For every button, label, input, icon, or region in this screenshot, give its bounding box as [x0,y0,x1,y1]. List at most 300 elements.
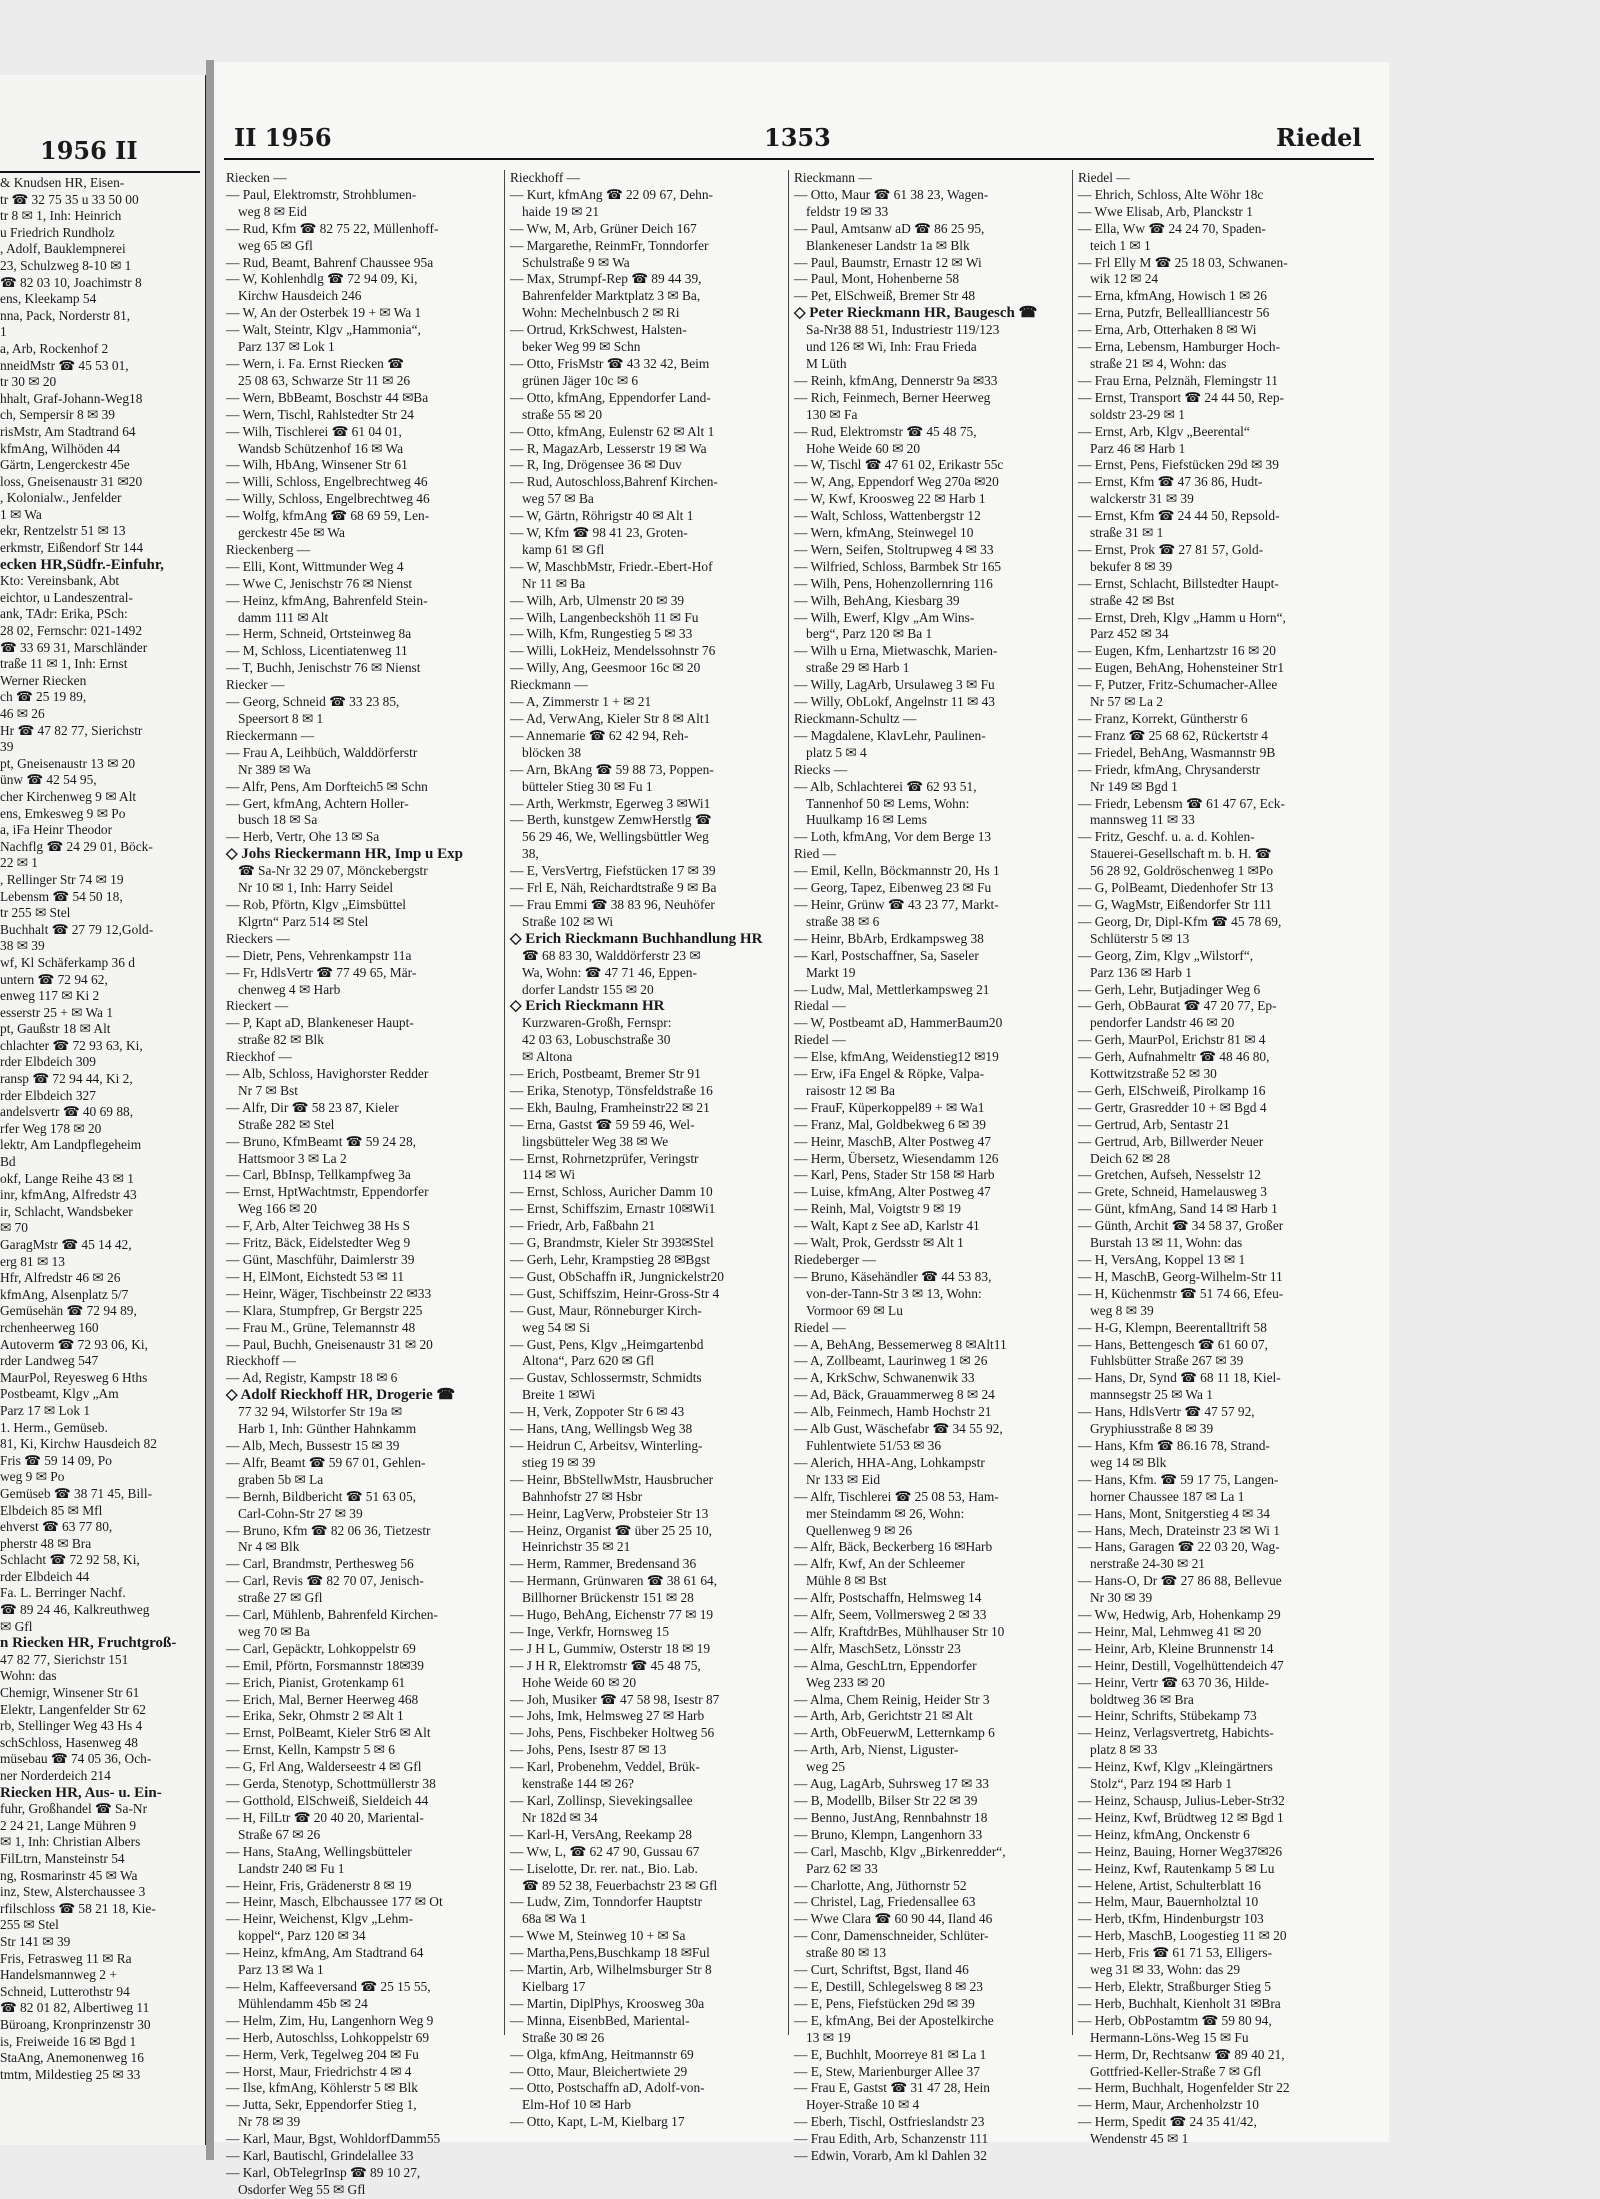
directory-entry-line: — Inge, Verkfr, Hornsweg 15 [510,1623,670,1639]
left-entry-line: & Knudsen HR, Eisen- [0,175,125,190]
left-entry-line: ank, TAdr: Erika, PSch: [0,606,128,622]
directory-entry-line: — Heinr, Fris, Grädenerstr 8 ✉ 19 [226,1877,412,1893]
directory-entry-line: horner Chaussee 187 ✉ La 1 [1090,1488,1245,1504]
directory-entry-line: — Wwe Elisab, Arb, Planckstr 1 [1078,203,1253,219]
left-entry-line: 23, Schulzweg 8-10 ✉ 1 [0,257,132,273]
running-head-name: Riedel [1276,122,1362,152]
directory-entry-line: Riedal — [794,998,846,1014]
directory-entry-line: — B, Modellb, Bilser Str 22 ✉ 39 [794,1793,978,1808]
directory-entry-line: — Elli, Kont, Wittmunder Weg 4 [226,558,404,574]
left-entry-line: Kto: Vereinsbank, Abt [0,573,120,589]
directory-entry-line: — Gotthold, ElSchweiß, Sieldeich 44 [226,1793,429,1808]
directory-entry-line: straße 38 ✉ 6 [806,913,880,929]
directory-entry-line: — Grete, Schneid, Hamelausweg 3 [1078,1184,1267,1200]
directory-entry-line: — P, Kapt aD, Blankeneser Haupt- [226,1015,414,1031]
left-entry-line: , Adolf, Bauklempnerei [0,241,126,257]
directory-entry-line: Burstah 13 ✉ 11, Wohn: das [1090,1235,1243,1251]
directory-entry-line: — W, An der Osterbek 19 + ✉ Wa 1 [226,305,422,321]
left-entry-line: tr 8 ✉ 1, Inh: Heinrich [0,208,122,224]
left-entry-line: esserstr 25 + ✉ Wa 1 [0,1004,114,1020]
left-entry-line: ehverst ☎ 63 77 80, [0,1519,113,1535]
directory-entry-line: Nr 30 ✉ 39 [1090,1590,1153,1606]
left-entry-line: untern ☎ 72 94 62, [0,971,108,987]
left-entry-line: ✉ 70 [0,1220,28,1236]
left-entry-line: 255 ✉ Stel [0,1917,59,1933]
left-entry-line: kfmAng, Wilhöden 44 [0,440,121,456]
directory-entry-line: — Heinr, LagVerw, Probsteier Str 13 [510,1505,709,1521]
directory-entry-line: — Hans, StaAng, Wellingsbütteler [226,1843,412,1859]
directory-entry-line: — Bernh, Bildbericht ☎ 51 63 05, [226,1488,416,1504]
directory-entry-line: — Heinz, Schausp, Julius-Leber-Str32 [1078,1793,1285,1808]
directory-entry-line: — W, Gärtn, Röhrigstr 40 ✉ Alt 1 [510,508,694,524]
directory-entry-line: — Ernst, Schloss, Auricher Damm 10 [510,1184,713,1200]
directory-entry-line: — Günt, Maschführ, Daimlerstr 39 [226,1252,415,1267]
directory-entry-line: — Ernst, Schlacht, Billstedter Haupt- [1078,575,1279,591]
column-divider [504,170,505,2035]
left-page-column [0,175,205,2135]
directory-entry-line: — Herm, Dr, Rechtsanw ☎ 89 40 21, [1078,2046,1285,2062]
directory-entry-line: mannsegstr 25 ✉ Wa 1 [1090,1387,1213,1403]
directory-entry-line: boldtweg 36 ✉ Bra [1090,1691,1194,1707]
directory-entry-line: — H, ElMont, Eichstedt 53 ✉ 11 [226,1268,405,1284]
directory-entry-line: — Martin, DiplPhys, Kroosweg 30a [510,1995,705,2011]
column-divider [788,170,789,2035]
left-entry-line: Elbdeich 85 ✉ Mfl [0,1502,103,1518]
left-entry-line: is, Freiweide 16 ✉ Bgd 1 [0,2033,137,2049]
directory-entry-line: — Eugen, Kfm, Lenhartzstr 16 ✉ 20 [1078,643,1276,659]
directory-entry-line: Heinrichstr 35 ✉ 21 [522,1539,631,1555]
directory-entry-line: — Carl, BbInsp, Tellkampfweg 3a [226,1167,411,1183]
directory-entry-line: platz 8 ✉ 33 [1090,1742,1158,1758]
directory-entry-line: — Willi, Schloss, Engelbrechtweg 46 [226,474,428,490]
directory-entry-line: — Gust, ObSchaffn iR, Jungnickelstr20 [510,1268,724,1284]
left-entry-line: u Friedrich Rundholz [0,224,115,240]
directory-entry-line: — Hans, Dr, Synd ☎ 68 11 18, Kiel- [1078,1370,1281,1386]
left-entry-line: ☎ 82 03 10, Joachimstr 8 [0,274,142,290]
directory-entry-line: — Helm, Kaffeeversand ☎ 25 15 55, [226,1978,431,1994]
directory-entry-line: — Alfr, Seem, Vollmersweg 2 ✉ 33 [794,1607,987,1623]
directory-entry-line: — Herb, Vertr, Ohe 13 ✉ Sa [226,829,380,845]
left-entry-line: Werner Riecken [0,672,87,688]
directory-entry-line: — Otto, Maur, Bleichertwiete 29 [510,2063,688,2079]
directory-entry-line: Breite 1 ✉Wi [522,1387,596,1403]
directory-entry-line: Rieckmann — [794,170,872,185]
directory-entry-line: — Carl, Mühlenb, Bahrenfeld Kirchen- [226,1607,438,1623]
directory-entry-line: — Heinr, Grünw ☎ 43 23 77, Markt- [794,896,999,912]
directory-entry-line: — Johs, Pens, Isestr 87 ✉ 13 [510,1742,667,1758]
directory-entry-line: — Willy, Schloss, Engelbrechtweg 46 [226,491,430,507]
directory-entry-line: 42 03 63, Lobuschstraße 30 [522,1032,671,1048]
left-entry-line: Lebensm ☎ 54 50 18, [0,888,123,904]
directory-entry-line: — Erna, Lebensm, Hamburger Hoch- [1078,339,1281,355]
directory-entry-line: — Martha,Pens,Buschkamp 18 ✉Ful [510,1945,710,1961]
directory-entry-line: — W, MaschbMstr, Friedr.-Ebert-Hof [510,558,713,574]
directory-entry-line: — Alfr, Postschaffn, Helmsweg 14 [794,1590,982,1606]
directory-entry-line: — Otto, FrisMstr ☎ 43 32 42, Beim [510,355,710,371]
directory-entry-line: — Wolfg, kfmAng ☎ 68 69 59, Len- [226,508,430,524]
directory-entry-line: — Georg, Zim, Klgv „Wilstorf“, [1078,947,1254,963]
directory-entry-line: straße 80 ✉ 13 [806,1945,887,1961]
directory-entry-line: weg 31 ✉ 33, Wohn: das 29 [1090,1962,1241,1978]
directory-entry-line: — Frau Erna, Pelznäh, Flemingstr 11 [1078,372,1278,388]
directory-entry-line: — Karl, Zollinsp, Sievekingsallee [510,1793,693,1808]
directory-entry-line: — Alma, Chem Reinig, Heider Str 3 [794,1691,990,1707]
directory-entry-line: grünen Jäger 10c ✉ 6 [522,372,639,388]
directory-entry-line: — Friedr, Arb, Faßbahn 21 [510,1218,656,1234]
directory-entry-line: Hermann-Löns-Weg 15 ✉ Fu [1090,2029,1249,2045]
left-entry-line: ens, Kleekamp 54 [0,291,97,307]
directory-entry-line: — Alb, Schloss, Havighorster Redder [226,1066,429,1082]
directory-entry-line: — F, Arb, Alter Teichweg 38 Hs S [226,1218,411,1234]
directory-entry-line: straße 29 ✉ Harb 1 [806,660,910,676]
directory-entry-line: Hoyer-Straße 10 ✉ 4 [806,2097,920,2113]
left-entry-line: rb, Stellinger Weg 43 Hs 4 [0,1718,143,1734]
directory-entry-line: beker Weg 99 ✉ Schn [522,339,641,355]
directory-entry-line: — G, Frl Ang, Walderseestr 4 ✉ Gfl [226,1759,422,1775]
left-entry-line: chlachter ☎ 72 93 63, Ki, [0,1037,143,1053]
directory-entry-line: — Karl, Probenehm, Veddel, Brük- [510,1759,700,1775]
directory-entry-line: Markt 19 [806,964,856,980]
directory-entry-line: — R, MagazArb, Lesserstr 19 ✉ Wa [510,440,707,456]
directory-entry-line: — Karl-H, VersAng, Reekamp 28 [510,1826,692,1842]
directory-entry-line: Kurzwaren-Großh, Fernspr: [522,1015,672,1031]
directory-entry-line: Rieckert — [226,998,289,1014]
left-entry-line: andelsvertr ☎ 40 69 88, [0,1104,134,1120]
directory-entry-line: — Herm, Verk, Tegelweg 204 ✉ Fu [226,2046,419,2062]
directory-entry-line: kamp 61 ✉ Gfl [522,541,605,557]
directory-entry-line: — Georg, Schneid ☎ 33 23 85, [226,694,400,710]
directory-entry-line: — Karl, Maur, Bgst, WohldorfDamm55 [226,2131,441,2147]
directory-entry-line: — Heinz, kfmAng, Bahrenfeld Stein- [226,592,428,608]
directory-entry-line: — E, Pens, Fiefstücken 29d ✉ 39 [794,1995,975,2011]
directory-entry-line: — Arth, Werkmstr, Egerweg 3 ✉Wi1 [510,795,711,811]
directory-entry-line: — Heinr, Destill, Vogelhüttendeich 47 [1078,1657,1284,1673]
directory-entry-line: — Karl, Bautischl, Grindelallee 33 [226,2148,414,2164]
directory-entry-line: Harb 1, Inh: Günther Hahnkamm [238,1421,417,1437]
left-entry-line: GaragMstr ☎ 45 14 42, [0,1237,132,1252]
directory-entry-line: — Herm, Übersetz, Wiesendamm 126 [794,1150,999,1166]
left-entry-line: ner Norderdeich 214 [0,1768,111,1783]
left-entry-line: tr ☎ 32 75 35 u 33 50 00 [0,191,139,207]
directory-entry-line: — Gerh, Lehr, Butjadinger Weg 6 [1078,981,1261,997]
left-entry-line: fuhr, Großhandel ☎ Sa-Nr [0,1801,148,1817]
directory-entry-line: — Ernst, Dreh, Klgv „Hamm u Horn“, [1078,609,1286,625]
directory-column-2 [510,170,782,2130]
directory-entry-line: — Luise, kfmAng, Alter Postweg 47 [794,1184,991,1200]
directory-entry-line: — Heinz, Verlagsvertretg, Habichts- [1078,1725,1274,1741]
directory-entry-line: straße 55 ✉ 20 [522,406,603,422]
directory-entry-line: Straße 30 ✉ 26 [522,2029,605,2045]
directory-entry-line: — Hans, Mont, Snitgerstieg 4 ✉ 34 [1078,1505,1270,1521]
left-entry-line: lektr, Am Landpflegeheim [0,1137,142,1153]
directory-entry-line: Bahnhofstr 27 ✉ Hsbr [522,1488,643,1504]
directory-entry-line: — Hans, tAng, Wellingsb Weg 38 [510,1421,693,1437]
directory-entry-line: — Ernst, Schiffszim, Ernastr 10✉Wi1 [510,1201,716,1217]
left-entry-line: Autoverm ☎ 72 93 06, Ki, [0,1336,148,1352]
directory-entry-line: Landstr 240 ✉ Fu 1 [238,1860,345,1876]
left-entry-line: ☎ 89 24 46, Kalkreuthweg [0,1602,150,1618]
directory-entry-line: — Hugo, BehAng, Eichenstr 77 ✉ 19 [510,1607,714,1623]
left-entry-line: 22 ✉ 1 [0,855,39,871]
directory-entry-line: Riecken — [226,170,287,185]
directory-entry-line: — H, Küchenmstr ☎ 51 74 66, Efeu- [1078,1285,1284,1301]
left-entry-line: tmtm, Mildestieg 25 ✉ 33 [0,2066,141,2082]
directory-entry-line: Bahrenfelder Marktplatz 3 ✉ Ba, [522,288,701,304]
directory-entry-line: — FrauF, Küperkoppel89 + ✉ Wa1 [794,1099,985,1115]
left-entry-line: inr, kfmAng, Alfredstr 43 [0,1187,137,1203]
directory-entry-line: weg 57 ✉ Ba [522,491,594,507]
directory-entry-line: — Gertrud, Arb, Billwerder Neuer [1078,1133,1264,1149]
left-entry-line: weg 9 ✉ Po [0,1469,65,1485]
directory-entry-line: — Frau E, Gastst ☎ 31 47 28, Hein [794,2080,990,2096]
directory-entry-line: — Paul, Mont, Hohenberne 58 [794,271,960,287]
directory-entry-line: Parz 13 ✉ Wa 1 [238,1962,324,1978]
directory-entry-line: koppel“, Parz 120 ✉ 34 [238,1928,366,1944]
directory-entry-line: — Gertrud, Arb, Sentastr 21 [1078,1116,1230,1132]
directory-entry-line: — Bruno, Kfm ☎ 82 06 36, Tietzestr [226,1522,431,1538]
directory-entry-line: — Alfr, Kwf, An der Schleemer [794,1556,965,1572]
directory-entry-line: — Paul, Amtsanw aD ☎ 86 25 95, [794,220,985,236]
directory-entry-line: — Wilh, Pens, Hohenzollernring 116 [794,575,993,591]
directory-entry-line: — Magdalene, KlavLehr, Paulinen- [794,727,986,743]
left-page-header: 1956 II [40,135,138,165]
directory-entry-line: — Herb, tKfm, Hindenburgstr 103 [1078,1911,1264,1927]
directory-entry-line: Rieckenberg — [226,541,311,557]
directory-entry-line: — Franz, Mal, Goldbekweg 6 ✉ 39 [794,1116,986,1132]
left-entry-line: pt, Gaußstr 18 ✉ Alt [0,1021,111,1037]
directory-entry-line: Wohn: Mechelnbusch 2 ✉ Ri [522,305,680,321]
directory-entry-line: — Ernst, Prok ☎ 27 81 57, Gold- [1078,541,1264,557]
left-entry-line: ng, Rosmarinstr 45 ✉ Wa [0,1867,138,1883]
directory-entry-line: Fuhlentwiete 51/53 ✉ 36 [806,1437,942,1453]
left-entry-line: ch, Sempersir 8 ✉ 39 [0,407,115,423]
directory-entry-line: — Wern, kfmAng, Steinwegel 10 [794,525,974,541]
directory-entry-line: Wa, Wohn: ☎ 47 71 46, Eppen- [522,964,697,980]
directory-entry-line: berg“, Parz 120 ✉ Ba 1 [806,626,933,642]
directory-entry-line: — Christel, Lag, Friedensallee 63 [794,1894,976,1910]
left-entry-line: pt, Gneisenaustr 13 ✉ 20 [0,755,136,771]
directory-entry-line: — Wern, Tischl, Rahlstedter Str 24 [226,406,415,422]
directory-entry-line: ◇ Adolf Rieckhoff HR, Drogerie ☎ [226,1387,456,1404]
directory-entry-line: Straße 282 ✉ Stel [238,1116,335,1132]
directory-entry-line: ◇ Johs Rieckermann HR, Imp u Exp [226,846,463,863]
directory-entry-line: Deich 62 ✉ 28 [1090,1150,1171,1166]
directory-entry-line: — W, Kfm ☎ 98 41 23, Groten- [510,525,688,541]
directory-entry-line: Parz 62 ✉ 33 [806,1860,878,1876]
left-entry-line: 28 02, Fernschr: 021-1492 [0,623,143,639]
directory-entry-line: Nr 182d ✉ 34 [522,1809,598,1825]
directory-entry-line: busch 18 ✉ Sa [238,812,318,828]
left-entry-line: inz, Stew, Alsterchaussee 3 [0,1884,146,1900]
directory-entry-line: — Ernst, PolBeamt, Kieler Str6 ✉ Alt [226,1725,431,1741]
directory-entry-line: — Günt, kfmAng, Sand 14 ✉ Harb 1 [1078,1201,1278,1217]
directory-entry-line: — Dietr, Pens, Vehrenkampstr 11a [226,947,412,963]
directory-entry-line: — Arn, BkAng ☎ 59 88 73, Poppen- [510,761,714,777]
directory-entry-line: walckerstr 31 ✉ 39 [1090,491,1194,507]
directory-entry-line: Kirchw Hausdeich 246 [238,288,362,304]
directory-entry-line: Nr 133 ✉ Eid [806,1471,881,1487]
left-entry-line: 46 ✉ 26 [0,706,45,721]
directory-entry-line: — Alb Gust, Wäschefabr ☎ 34 55 92, [794,1421,1003,1437]
directory-entry-line: Carl-Cohn-Str 27 ✉ 39 [238,1505,363,1521]
directory-entry-line: — Rud, Autoschloss,Bahrenf Kirchen- [510,474,718,490]
directory-entry-line: — Walt, Kapt z See aD, Karlstr 41 [794,1218,980,1234]
directory-entry-line: Rieckhof — [226,1049,292,1065]
directory-entry-line: — Willy, Ang, Geesmoor 16c ✉ 20 [510,660,701,676]
directory-entry-line: — Wilh, Ewerf, Klgv „Am Wins- [794,609,975,625]
directory-entry-line: — Ehrich, Schloss, Alte Wöhr 18c [1078,186,1264,202]
directory-entry-line: — E, Stew, Marienburger Allee 37 [794,2063,980,2079]
directory-entry-line: — Erich, Pianist, Grotenkamp 61 [226,1674,406,1690]
left-entry-line: FilLtrn, Mansteinstr 54 [0,1850,125,1866]
directory-entry-line: Schulstraße 9 ✉ Wa [522,254,630,270]
directory-entry-line: — Wern, Seifen, Stoltrupweg 4 ✉ 33 [794,541,994,557]
directory-entry-line: Quellenweg 9 ✉ 26 [806,1522,913,1538]
directory-entry-line: — Ilse, kfmAng, Köhlerstr 5 ✉ Blk [226,2080,418,2096]
left-entry-line: risMstr, Am Stadtrand 64 [0,423,136,439]
directory-entry-line: — Helene, Artist, Schulterblatt 16 [1078,1877,1261,1893]
left-entry-line: tr 30 ✉ 20 [0,374,57,390]
directory-entry-line: — Johs, Pens, Fischbeker Holtweg 56 [510,1725,715,1741]
directory-entry-line: — Paul, Elektromstr, Strohblumen- [226,186,417,202]
directory-entry-line: — Gustav, Schlossermstr, Schmidts [510,1370,702,1386]
directory-entry-line: von-der-Tann-Str 3 ✉ 13, Wohn: [806,1285,982,1301]
directory-entry-line: 56 29 46, We, Wellingsbüttler Weg [522,829,709,845]
directory-entry-line: — Heinr, Vertr ☎ 63 70 36, Hilde- [1078,1674,1270,1690]
left-entry-line: 38 ✉ 39 [0,938,45,954]
directory-entry-line: Parz 452 ✉ 34 [1090,626,1169,642]
directory-entry-line: Altona“, Parz 620 ✉ Gfl [522,1353,655,1369]
directory-entry-line: — Walt, Schloss, Wattenbergstr 12 [794,508,981,524]
directory-entry-line: — E, Destill, Schlegelsweg 8 ✉ 23 [794,1978,983,1994]
directory-entry-line: — Otto, Maur ☎ 61 38 23, Wagen- [794,186,989,202]
directory-entry-line: Hohe Weide 60 ✉ 20 [522,1674,637,1690]
directory-entry-line: Speersort 8 ✉ 1 [238,711,324,726]
left-entry-line: Elektr, Langenfelder Str 62 [0,1701,146,1717]
directory-entry-line: — G, WagMstr, Eißendorfer Str 111 [1078,896,1272,912]
directory-entry-line: — Fr, HdlsVertr ☎ 77 49 65, Mär- [226,964,417,980]
directory-entry-line: — Charlotte, Ang, Jüthornstr 52 [794,1877,967,1893]
directory-entry-line: — Alfr, Pens, Am Dorfteich5 ✉ Schn [226,778,428,794]
directory-entry-line: Nr 11 ✉ Ba [522,575,586,591]
left-entry-line: Buchhalt ☎ 27 79 12,Gold- [0,921,154,937]
directory-entry-line: Gottfried-Keller-Straße 7 ✉ Gfl [1090,2063,1262,2079]
directory-entry-line: — Hermann, Grünwaren ☎ 38 61 64, [510,1573,718,1589]
right-page-header-year: II 1956 [234,122,332,152]
directory-entry-line: — Gust, Schiffszim, Heinr-Gross-Str 4 [510,1285,720,1301]
directory-entry-line: — Arth, Arb, Gerichtstr 21 ✉ Alt [794,1708,973,1724]
directory-entry-line: — W, Kohlenhdlg ☎ 72 94 09, Ki, [226,271,418,287]
directory-entry-line: 114 ✉ Wi [522,1167,576,1183]
directory-entry-line: — A, Zimmerstr 1 + ✉ 21 [510,694,652,710]
directory-entry-line: — Wern, BbBeamt, Boschstr 44 ✉Ba [226,389,429,405]
directory-entry-line: — Herb, Fris ☎ 61 71 53, Elligers- [1078,1945,1273,1961]
directory-entry-line: — Hans, Kfm. ☎ 59 17 75, Langen- [1078,1471,1279,1487]
directory-entry-line: Kielbarg 17 [522,1978,586,1994]
directory-entry-line: — Alfr, KraftdrBes, Mühlhauser Str 10 [794,1623,1005,1639]
directory-entry-line: Riedeberger — [794,1252,876,1267]
directory-entry-line: Nr 4 ✉ Blk [238,1539,300,1555]
directory-entry-line: — Annemarie ☎ 62 42 94, Reh- [510,727,689,743]
directory-entry-line: graben 5b ✉ La [238,1471,324,1487]
left-entry-line: Hr ☎ 47 82 77, Sierichstr [0,722,143,738]
directory-entry-line: — Wern, i. Fa. Ernst Riecken ☎ [226,355,404,371]
directory-entry-line: — J H R, Elektromstr ☎ 45 48 75, [510,1657,701,1673]
directory-entry-line: teich 1 ✉ 1 [1090,237,1151,253]
directory-entry-line: — Fritz, Geschf. u. a. d. Kohlen- [1078,829,1255,845]
directory-entry-line: Rieckmann — [510,677,588,693]
directory-entry-line: — H, MaschB, Georg-Wilhelm-Str 11 [1078,1268,1283,1284]
directory-entry-line: — Edwin, Vorarb, Am kl Dahlen 32 [794,2148,987,2164]
left-entry-line: rder Elbdeich 44 [0,1568,90,1584]
left-entry-line: Wohn: das [0,1668,57,1684]
directory-entry-line: — Alb, Mech, Bussestr 15 ✉ 39 [226,1437,400,1453]
directory-entry-line: — Wilfried, Schloss, Barmbek Str 165 [794,558,1002,574]
directory-entry-line: — J H L, Gummiw, Osterstr 18 ✉ 19 [510,1640,711,1656]
left-entry-line: 1 [0,324,7,340]
directory-entry-line: — Wilh, Langenbeckshöh 11 ✉ Fu [510,609,699,625]
directory-entry-line: — Karl, Pens, Stader Str 158 ✉ Harb [794,1167,995,1183]
directory-entry-line: Huulkamp 16 ✉ Lems [806,812,927,828]
directory-entry-line: ☎ 68 83 30, Walddörferstr 23 ✉ [522,947,701,963]
directory-entry-line: — Hans, Mech, Drateinstr 23 ✉ Wi 1 [1078,1522,1280,1538]
left-entry-line: rchenheerweg 160 [0,1319,99,1335]
directory-entry-line: Riecks — [794,761,848,777]
directory-entry-line: — Heinz, kfmAng, Onckenstr 6 [1078,1826,1250,1842]
left-entry-line: rder Landweg 547 [0,1353,99,1369]
directory-entry-line: — H-G, Klempn, Beerentalltrift 58 [1078,1319,1267,1335]
directory-entry-line: raisostr 12 ✉ Ba [806,1082,895,1098]
directory-entry-line: — Olga, kfmAng, Heitmannstr 69 [510,2046,694,2062]
directory-entry-line: — Gerh, Aufnahmeltr ☎ 48 46 80, [1078,1049,1270,1065]
directory-entry-line: ◇ Peter Rieckmann HR, Baugesch ☎ [794,305,1038,322]
directory-entry-line: — Georg, Dr, Dipl-Kfm ☎ 45 78 69, [1078,913,1282,929]
left-entry-line: rfilschloss ☎ 58 21 18, Kie- [0,1900,156,1916]
directory-entry-line: — Erna, Arb, Otterhaken 8 ✉ Wi [1078,322,1257,338]
directory-entry-line: — Ww, L, ☎ 62 47 90, Gussau 67 [510,1843,700,1859]
directory-entry-line: — Friedr, Lebensm ☎ 61 47 67, Eck- [1078,795,1285,811]
directory-entry-line: weg 14 ✉ Blk [1090,1454,1167,1470]
left-entry-line: pherstr 48 ✉ Bra [0,1535,92,1551]
left-entry-line: hhalt, Graf-Johann-Weg18 [0,390,143,406]
left-entry-line: nneidMstr ☎ 45 53 01, [0,357,129,373]
directory-entry-line: Parz 137 ✉ Lok 1 [238,339,335,355]
directory-entry-line: Stauerei-Gesellschaft m. b. H. ☎ [1090,846,1272,862]
directory-entry-line: — Otto, Kapt, L-M, Kielbarg 17 [510,2114,685,2130]
directory-entry-line: — Georg, Tapez, Eibenweg 23 ✉ Fu [794,880,992,896]
directory-entry-line: — Herm, Rammer, Bredensand 36 [510,1556,697,1572]
directory-column-4 [1078,170,1368,2147]
directory-entry-line: — Heinz, Kwf, Rautenkamp 5 ✉ Lu [1078,1860,1275,1876]
left-entry-line: MaurPol, Reyesweg 6 Hths [0,1369,148,1385]
directory-entry-line: — Jutta, Sekr, Eppendorfer Stieg 1, [226,2097,417,2113]
directory-entry-line: — Hans, Kfm ☎ 86.16 78, Strand- [1078,1437,1270,1453]
directory-entry-line: wik 12 ✉ 24 [1090,271,1159,287]
directory-entry-line: — Carl, Revis ☎ 82 70 07, Jenisch- [226,1573,424,1589]
directory-entry-line: — H, FilLtr ☎ 20 40 20, Mariental- [226,1809,424,1825]
directory-entry-line: — Heinz, kfmAng, Am Stadtrand 64 [226,1945,424,1961]
left-entry-line: ransp ☎ 72 94 44, Ki 2, [0,1071,133,1087]
directory-entry-line: — Herb, Buchhalt, Kienholt 31 ✉Bra [1078,1995,1281,2011]
directory-entry-line: — Arth, Arb, Nienst, Liguster- [794,1742,959,1758]
directory-entry-line: — Loth, kfmAng, Vor dem Berge 13 [794,829,992,845]
directory-entry-line: — Frl E, Näh, Reichardtstraße 9 ✉ Ba [510,880,717,896]
directory-entry-line: Weg 233 ✉ 20 [806,1674,885,1690]
directory-entry-line: — Aug, LagArb, Suhrsweg 17 ✉ 33 [794,1776,989,1792]
directory-entry-line: 77 32 94, Wilstorfer Str 19a ✉ [238,1404,403,1420]
directory-entry-line: chenweg 4 ✉ Harb [238,981,341,997]
directory-entry-line: — Alfr, Beamt ☎ 59 67 01, Gehlen- [226,1454,426,1470]
